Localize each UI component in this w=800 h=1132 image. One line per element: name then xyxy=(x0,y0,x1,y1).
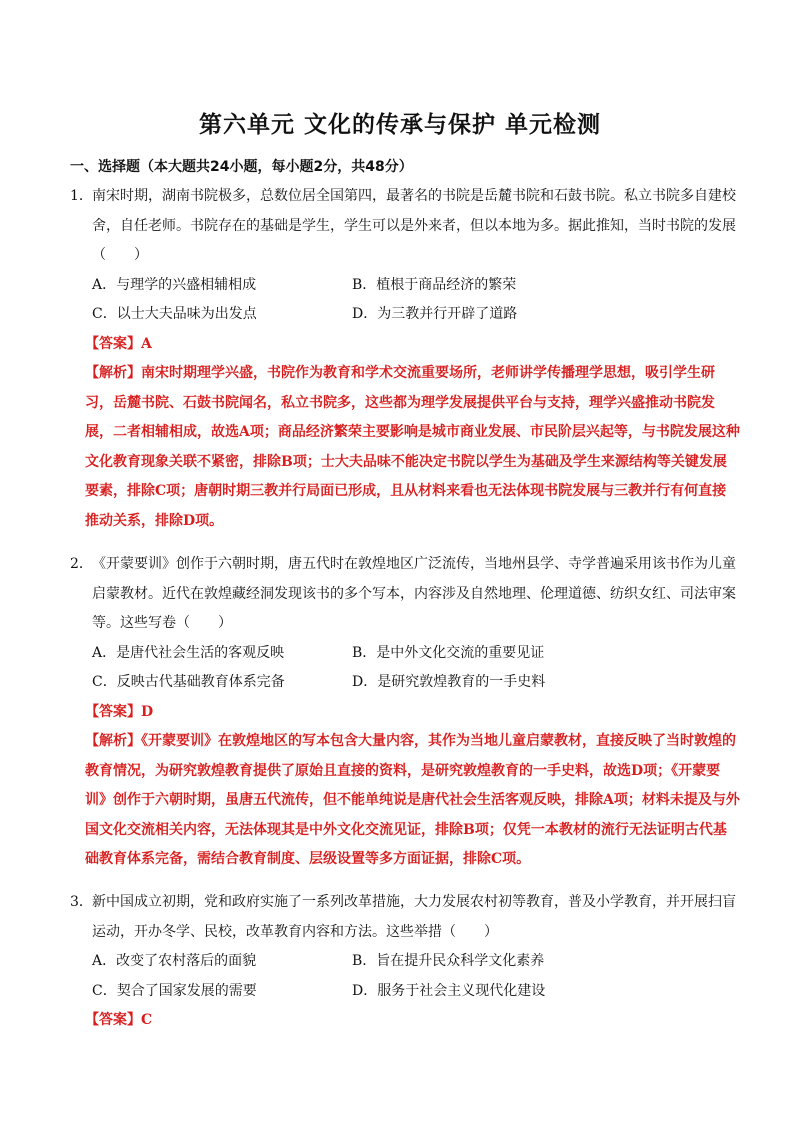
answer-label: 【答案】 xyxy=(85,1012,141,1028)
options-row xyxy=(92,977,740,1007)
option-b: B．植根于商品经济的繁荣 xyxy=(352,276,517,293)
analysis-text: 南宋时期理学兴盛，书院作为教育和学术交流重要场所，老师讲学传播理学思想，吸引学生研习，岳麓书院、石鼓书院闻名，私立书院多，这些都为理学发展提供平台与支持，理学兴盛推动书院发展，二者相辅相成，故选A项；商品经济繁荣主要影响是城市商业发展、市民阶层兴起等，与书院发展这种文化教育现象关联不紧密，排除B项；士大夫品味不能决定书院以学生为基础及学生来源结构等关键发展要素，排除C项；唐朝时期三教并行局面已形成，且从材料来看也无法体现书院发展与三教并行有何直接推动关系，排除D项。 xyxy=(85,365,740,529)
option-a: A．与理学的兴盛相辅相成 xyxy=(92,276,257,293)
answer-line xyxy=(85,330,740,360)
question-1 xyxy=(70,182,740,536)
section-heading: 一、选择题（本大题共24小题，每小题2分，共48分） xyxy=(70,159,413,175)
question-stem: 《开蒙要训》创作于六朝时期，唐五代时在敦煌地区广泛流传，当地州县学、寺学普遍采用该书作为儿童启蒙教材。近代在敦煌藏经洞发现该书的多个写本，内容涉及自然地理、伦理道德、纺织女红、司法审案等。这些写卷（ ） xyxy=(92,556,736,631)
answer-value: D xyxy=(141,703,154,720)
answer-label: 【答案】 xyxy=(85,703,141,720)
question-number: 1． xyxy=(70,188,93,204)
option-c: C．契合了国家发展的需要 xyxy=(92,982,257,999)
option-d: D．为三教并行开辟了道路 xyxy=(352,306,518,322)
analysis-text: 《开蒙要训》在敦煌地区的写本包含大量内容，其作为当地儿童启蒙教材，直接反映了当时敦煌的教育情况，为研究敦煌教育提供了原始且直接的资料，是研究敦煌教育的一手史料，故选D项；《开蒙要训》创作于六朝时期，虽唐五代流传，但不能单纯说是唐代社会生活客观反映，排除A项；材料未提及与外国文化交流相关内容，无法体现其是中外文化交流见证，排除B项；仅凭一本教材的流行无法证明古代基础教育体系完备，需结合教育制度、层级设置等多方面证据，排除C项。 xyxy=(85,733,740,867)
option-b: B．是中外文化交流的重要见证 xyxy=(352,644,545,661)
option-c: C．反映古代基础教育体系完备 xyxy=(92,674,285,690)
question-number: 3． xyxy=(70,894,93,910)
option-d: D．服务于社会主义现代化建设 xyxy=(352,982,546,999)
options-row xyxy=(92,271,740,301)
options-row xyxy=(92,947,740,977)
question-2 xyxy=(70,550,740,875)
options-row xyxy=(92,639,740,669)
question-stem: 新中国成立初期，党和政府实施了一系列改革措施，大力发展农村初等教育，普及小学教育，并开展扫盲运动，开办冬学、民校，改革教育内容和方法。这些举措（ ） xyxy=(92,894,736,940)
answer-line xyxy=(85,698,740,728)
option-a: A．是唐代社会生活的客观反映 xyxy=(92,644,285,661)
options-row xyxy=(92,300,740,330)
page-title: 第六单元 文化的传承与保护 单元检测 xyxy=(198,112,601,138)
question-3 xyxy=(70,888,740,1036)
answer-line xyxy=(85,1006,740,1036)
options-row xyxy=(92,668,740,698)
question-stem: 南宋时期，湖南书院极多，总数位居全国第四，最著名的书院是岳麓书院和石鼓书院。私立书院多自建校舍，自任老师。书院存在的基础是学生，学生可以是外来者，但以本地为多。据此推知，当时书院的发展（ ） xyxy=(92,188,736,263)
option-d: D．是研究敦煌教育的一手史料 xyxy=(352,674,546,690)
answer-label: 【答案】 xyxy=(85,335,141,352)
question-number: 2． xyxy=(70,556,93,572)
option-a: A．改变了农村落后的面貌 xyxy=(92,953,257,969)
answer-value: C xyxy=(141,1012,153,1028)
analysis-block xyxy=(85,359,740,536)
answer-value: A xyxy=(141,335,152,352)
analysis-block xyxy=(85,727,740,875)
analysis-label: 【解析】 xyxy=(85,733,141,749)
option-c: C．以士大夫品味为出发点 xyxy=(92,306,257,322)
analysis-label: 【解析】 xyxy=(85,365,141,381)
option-b: B．旨在提升民众科学文化素养 xyxy=(352,953,545,969)
